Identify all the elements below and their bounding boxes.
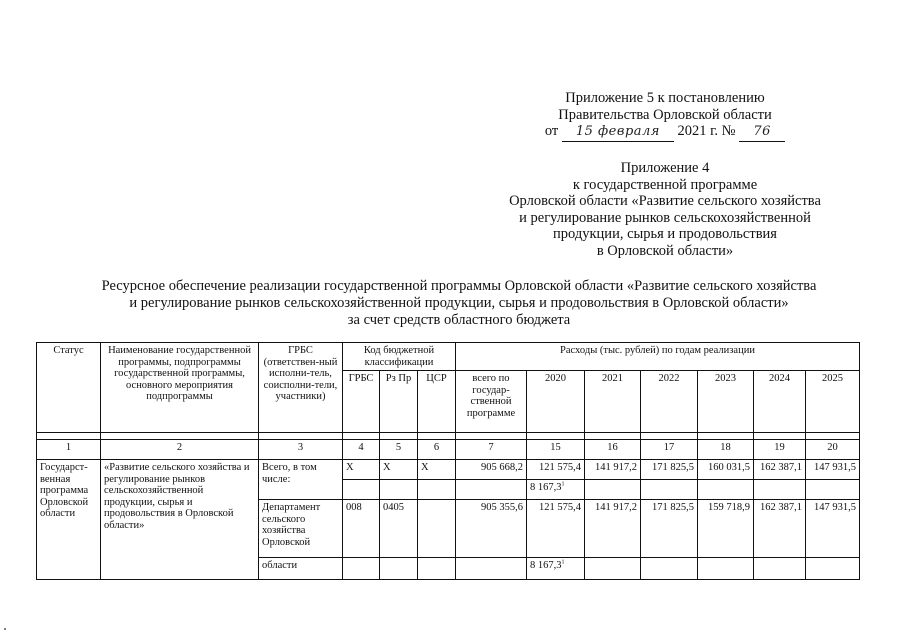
col-number: 19 <box>754 440 806 460</box>
date-handwritten-field <box>562 123 674 142</box>
dept-label-cell: Департамент сельского хозяйства Орловской <box>259 500 343 558</box>
dept-2020-cell: 121 575,4 <box>527 500 585 558</box>
appendix-4-line: в Орловской области» <box>596 242 734 259</box>
header-year-2024: 2024 <box>754 371 806 433</box>
dept-2022-cell: 171 825,5 <box>641 500 698 558</box>
header-code-rzpr: Рз Пр <box>380 371 418 433</box>
appendix-4-line: Орловской области «Развитие сельского хозяйства <box>509 193 821 209</box>
appendix-4-line: продукции, сырья и продовольствия <box>553 226 777 242</box>
date-prefix: от <box>544 123 559 139</box>
date-year: 2021 г. № <box>677 123 736 139</box>
header-name: Наименование государственной программы, подпрограммы государственной программы, основного мероприятия подпрограммы <box>101 343 259 433</box>
total-csr-cell: Х <box>418 460 456 480</box>
dept-rzpr-cell: 0405 <box>380 500 418 558</box>
col-number: 5 <box>380 440 418 460</box>
total-grbs-cell: Х <box>343 460 380 480</box>
date-handwritten: 15 февраля <box>575 124 660 139</box>
header-code-grbs: ГРБС <box>343 371 380 433</box>
header-year-2025: 2025 <box>806 371 860 433</box>
number-handwritten: 76 <box>753 124 771 139</box>
header-year-2022: 2022 <box>641 371 698 433</box>
dept-2023-cell: 159 718,9 <box>698 500 754 558</box>
col-number: 15 <box>527 440 585 460</box>
total-2025-cell: 147 931,5 <box>806 460 860 480</box>
total-2023-cell: 160 031,5 <box>698 460 754 480</box>
header-code: Код бюджетной классификации <box>343 343 456 371</box>
appendix-4-line: и регулирование рынков сельскохозяйственной <box>519 209 811 226</box>
resource-table <box>36 342 860 580</box>
column-numbers-row <box>37 440 860 460</box>
footnote-mark: 1 <box>561 481 565 488</box>
appendix-4-line: к государственной программе <box>572 176 758 193</box>
header-grbs: ГРБС (ответствен-ный исполни-тель, соисполни-тели, участники) <box>259 343 343 433</box>
col-number: 2 <box>101 440 259 460</box>
title-line: Ресурсное обеспечение реализации государственной программы Орловской области «Развитие сельского хозяйства <box>101 278 817 294</box>
dept-2021-cell: 141 917,2 <box>585 500 641 558</box>
total-sum-cell: 905 668,2 <box>456 460 527 480</box>
appendix-5-date-line <box>520 123 810 142</box>
appendix-4-line: Приложение 4 <box>620 160 710 176</box>
total-2021-cell: 141 917,2 <box>585 460 641 480</box>
header-year-2020: 2020 <box>527 371 585 433</box>
col-number: 17 <box>641 440 698 460</box>
status-cell: Государст-венная программа Орловской области <box>37 460 101 580</box>
appendix-5-line-2: Правительства Орловской области <box>558 106 772 123</box>
dept-cont-label-cell: области <box>259 558 343 580</box>
dept-extra-2020-cell <box>527 558 585 580</box>
dept-2025-cell: 147 931,5 <box>806 500 860 558</box>
header-expenses: Расходы (тыс. рублей) по годам реализации <box>456 343 860 371</box>
total-extra-2020-cell <box>527 480 585 500</box>
col-number: 1 <box>37 440 101 460</box>
footnote-mark: 1 <box>561 559 565 566</box>
total-rzpr-cell: Х <box>380 460 418 480</box>
header-total: всего по государ-ственной программе <box>456 371 527 433</box>
title-line: и регулирование рынков сельскохозяйственной продукции, сырья и продовольствия в Орловской области» <box>129 295 789 311</box>
dept-grbs-cell: 008 <box>343 500 380 558</box>
number-handwritten-field <box>739 123 785 142</box>
appendix-4-header <box>490 160 840 259</box>
col-number: 20 <box>806 440 860 460</box>
header-code-csr: ЦСР <box>418 371 456 433</box>
col-number: 6 <box>418 440 456 460</box>
title-line: за счет средств областного бюджета <box>347 312 571 328</box>
dept-extra-2020-value: 8 167,3 <box>530 560 562 571</box>
total-label-cell: Всего, в том числе: <box>259 460 343 500</box>
col-number: 16 <box>585 440 641 460</box>
header-year-2023: 2023 <box>698 371 754 433</box>
table-gap-row <box>37 433 860 440</box>
dept-2024-cell: 162 387,1 <box>754 500 806 558</box>
total-2022-cell: 171 825,5 <box>641 460 698 480</box>
table-row <box>37 460 860 480</box>
col-number: 4 <box>343 440 380 460</box>
appendix-5-header <box>520 90 810 142</box>
dept-csr-cell <box>418 500 456 558</box>
program-name-cell: «Развитие сельского хозяйства и регулирование рынков сельскохозяйственной продукции, сырья и продовольствия в Орловской области» <box>101 460 259 580</box>
col-number: 18 <box>698 440 754 460</box>
total-2024-cell: 162 387,1 <box>754 460 806 480</box>
document-title <box>60 278 858 329</box>
col-number: 7 <box>456 440 527 460</box>
total-2020-cell: 121 575,4 <box>527 460 585 480</box>
scan-speck <box>4 628 6 630</box>
col-number: 3 <box>259 440 343 460</box>
header-status: Статус <box>37 343 101 433</box>
dept-sum-cell: 905 355,6 <box>456 500 527 558</box>
total-extra-2020-value: 8 167,3 <box>530 482 562 493</box>
header-year-2021: 2021 <box>585 371 641 433</box>
appendix-5-line-1: Приложение 5 к постановлению <box>565 90 765 106</box>
